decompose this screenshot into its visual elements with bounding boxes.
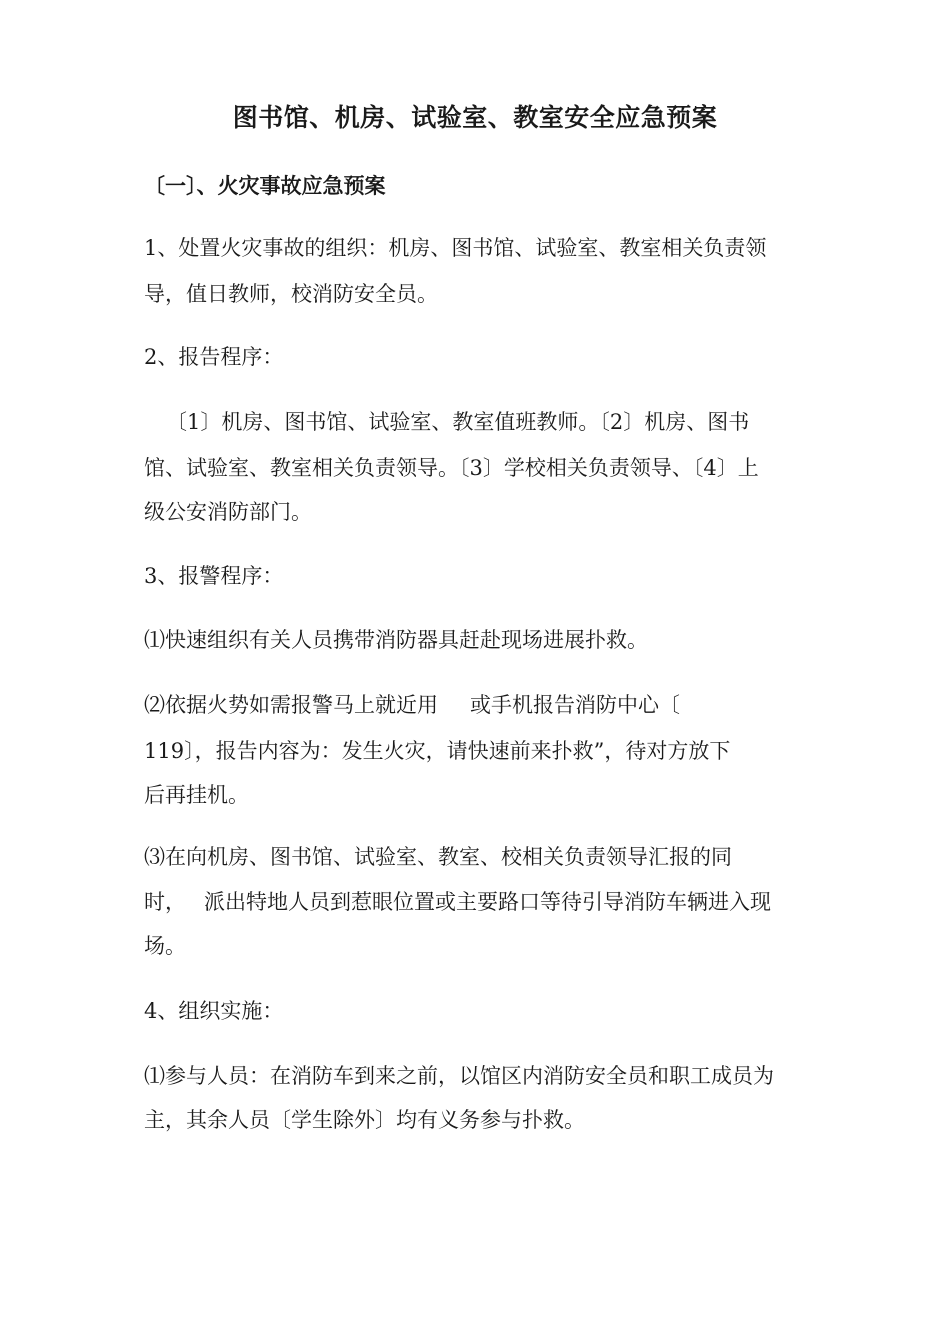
item4-para1-line1: ⑴参与人员：在消防车到来之前，以馆区内消防安全员和职工成员为 bbox=[144, 1064, 774, 1088]
item1-line2: 导，值日教师，校消防安全员。 bbox=[144, 282, 438, 306]
item3-para3-line1: ⑶在向机房、图书馆、试验室、教室、校相关负责领导汇报的同 bbox=[144, 845, 732, 869]
item2-line2: 馆、试验室、教室相关负责领导。〔3〕学校相关负责领导、〔4〕上 bbox=[144, 456, 759, 480]
item3-para2-line1-part-b: 或手机报告消防中心〔 bbox=[470, 693, 680, 717]
item3-heading: 3、报警程序： bbox=[144, 564, 284, 588]
item2-line3: 级公安消防部门。 bbox=[144, 500, 312, 524]
item3-para2-line3: 后再挂机。 bbox=[144, 783, 249, 807]
item3-para3-line2-part-a: 时， bbox=[144, 890, 186, 914]
item3-para3-line2 bbox=[144, 890, 771, 915]
item4-heading: 4、组织实施： bbox=[144, 999, 284, 1023]
item2-line1: 〔1〕机房、图书馆、试验室、教室值班教师。〔2〕机房、图书 bbox=[166, 410, 750, 434]
item2-heading: 2、报告程序： bbox=[144, 345, 284, 369]
item3-para2-line1 bbox=[144, 693, 680, 718]
item3-para3-line2-part-b: 派出特地人员到惹眼位置或主要路口等待引导消防车辆进入现 bbox=[204, 890, 771, 914]
item3-para1: ⑴快速组织有关人员携带消防器具赶赴现场进展扑救。 bbox=[144, 628, 648, 652]
section-heading-fire: 〔一〕、火灾事故应急预案 bbox=[144, 173, 386, 198]
item3-para2-line2: 119〕，报告内容为：发生火灾，请快速前来扑救”，待对方放下 bbox=[144, 739, 731, 763]
item3-para2-line1-part-a: ⑵依据火势如需报警马上就近用 bbox=[144, 693, 438, 717]
document-title: 图书馆、机房、试验室、教室安全应急预案 bbox=[232, 103, 718, 132]
item4-para1-line2: 主，其余人员〔学生除外〕均有义务参与扑救。 bbox=[144, 1108, 585, 1132]
item1-line1: 1、处置火灾事故的组织：机房、图书馆、试验室、教室相关负责领 bbox=[144, 236, 767, 260]
item3-para3-line3: 场。 bbox=[144, 934, 186, 958]
